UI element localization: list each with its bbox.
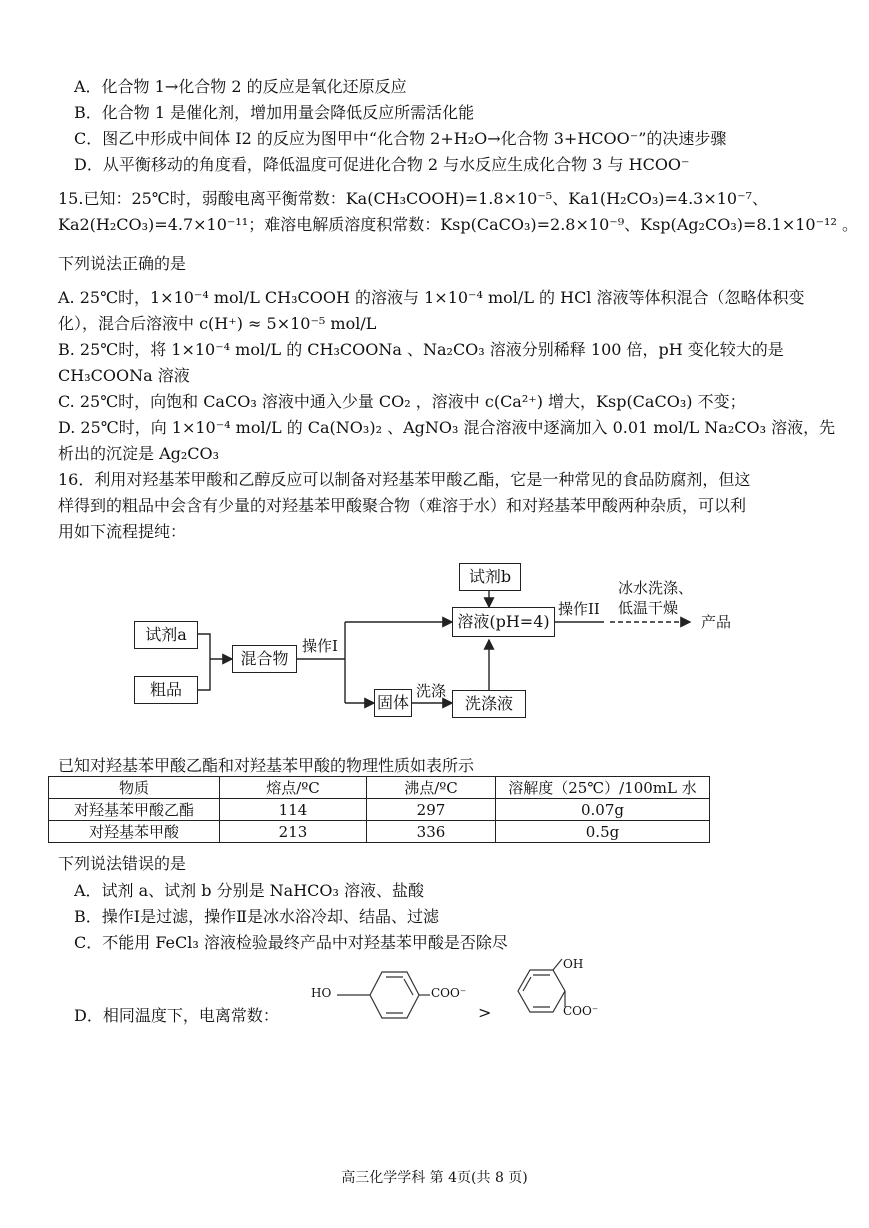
q15-stem-line2: Ka2(H₂CO₃)=4.7×10⁻¹¹；难溶电解质溶度积常数：Ksp(CaCO₃)=2.8×10⁻⁹、Ksp(Ag₂CO₃)=8.1×10⁻¹² 。 (58, 215, 858, 234)
table-header: 物质 (49, 777, 220, 799)
q15-prompt: 下列说法正确的是 (58, 254, 187, 273)
q15-option-d-line1: D. 25℃时，向 1×10⁻⁴ mol/L 的 Ca(NO₃)₂ 、AgNO₃ 混合溶液中逐滴加入 0.01 mol/L Na₂CO₃ 溶液，先 (58, 418, 836, 437)
operation-1-label: 操作I (302, 637, 338, 655)
table-cell: 对羟基苯甲酸 (49, 821, 220, 843)
q16-option-d: D．相同温度下，电离常数： (74, 1006, 279, 1025)
table-cell: 0.5g (496, 821, 710, 843)
condition-dry-label: 低温干燥 (618, 599, 679, 617)
operation-2-label: 操作II (558, 600, 600, 618)
q15-option-b-line1: B. 25℃时，将 1×10⁻⁴ mol/L 的 CH₃COONa 、Na₂CO₃ 溶液分别稀释 100 倍，pH 变化较大的是 (58, 340, 784, 359)
q15-option-b-line2: CH₃COONa 溶液 (58, 366, 190, 385)
q16-stem-line1: 16．利用对羟基苯甲酸和乙醇反应可以制备对羟基苯甲酸乙酯，它是一种常见的食品防腐剂，但这 (58, 470, 751, 489)
q15-option-d-line2: 析出的沉淀是 Ag₂CO₃ (58, 444, 220, 463)
wash-liquid-box: 洗涤液 (452, 690, 526, 718)
table-header: 溶解度（25℃）/100mL 水 (496, 777, 710, 799)
product-label: 产品 (701, 613, 732, 631)
q16-option-b: B．操作Ⅰ是过滤，操作Ⅱ是冰水浴冷却、结晶、过滤 (74, 907, 439, 926)
q16-option-a: A．试剂 a、试剂 b 分别是 NaHCO₃ 溶液、盐酸 (74, 881, 425, 900)
condition-wash-label: 冰水洗涤、 (618, 579, 694, 597)
table-header-row (49, 777, 710, 799)
reagent-a-box: 试剂a (134, 621, 198, 649)
solid-box: 固体 (374, 689, 412, 717)
table-cell: 114 (220, 799, 367, 821)
q15-option-a-line2: 化），混合后溶液中 c(H⁺) ≈ 5×10⁻⁵ mol/L (58, 314, 377, 333)
table-header: 熔点/ºC (220, 777, 367, 799)
table-row (49, 821, 710, 843)
structure2-oh-label: OH (563, 957, 584, 971)
q14-option-d: D．从平衡移动的角度看，降低温度可促进化合物 2 与水反应生成化合物 3 与 HCOO⁻ (74, 155, 690, 174)
table-cell: 213 (220, 821, 367, 843)
q15-option-a-line1: A. 25℃时，1×10⁻⁴ mol/L CH₃COOH 的溶液与 1×10⁻⁴ mol/L 的 HCl 溶液等体积混合（忽略体积变 (58, 288, 805, 307)
structure1-ho-label: HO (311, 986, 332, 1000)
q16-stem-line2: 样得到的粗品中会含有少量的对羟基苯甲酸聚合物（难溶于水）和对羟基苯甲酸两种杂质，可以利 (58, 496, 747, 515)
q14-option-c: C．图乙中形成中间体 I2 的反应为图甲中“化合物 2+H₂O→化合物 3+HCOO⁻”的决速步骤 (74, 129, 727, 148)
q16-stem-line3: 用如下流程提纯： (58, 522, 187, 541)
q15-stem-line1: 15.已知：25℃时，弱酸电离平衡常数：Ka(CH₃COOH)=1.8×10⁻⁵、Ka1(H₂CO₃)=4.3×10⁻⁷、 (58, 189, 768, 208)
salicylate-structure (500, 955, 610, 1030)
table-intro: 已知对羟基苯甲酸乙酯和对羟基苯甲酸的物理性质如表所示 (58, 756, 475, 775)
q14-option-a: A．化合物 1→化合物 2 的反应是氧化还原反应 (74, 77, 407, 96)
q14-option-b: B．化合物 1 是催化剂，增加用量会降低反应所需活化能 (74, 103, 475, 122)
table-cell: 对羟基苯甲酸乙酯 (49, 799, 220, 821)
q15-option-c: C. 25℃时，向饱和 CaCO₃ 溶液中通入少量 CO₂ ，溶液中 c(Ca²⁺) 增大，Ksp(CaCO₃) 不变； (58, 392, 746, 411)
table-cell: 0.07g (496, 799, 710, 821)
table-cell: 297 (367, 799, 496, 821)
properties-table (48, 776, 710, 843)
q16-option-c: C．不能用 FeCl₃ 溶液检验最终产品中对羟基苯甲酸是否除尽 (74, 933, 508, 952)
page-footer: 高三化学学科 第 4页(共 8 页) (341, 1170, 528, 1186)
table-cell: 336 (367, 821, 496, 843)
structure2-coo-label: COO⁻ (563, 1004, 599, 1018)
structure1-coo-label: COO⁻ (431, 986, 467, 1000)
greater-than-sign: > (478, 1003, 492, 1022)
solution-ph4-box: 溶液(pH=4) (452, 607, 555, 637)
mixture-box: 混合物 (232, 645, 297, 673)
reagent-b-box: 试剂b (459, 563, 521, 591)
table-header: 沸点/ºC (367, 777, 496, 799)
q16-prompt: 下列说法错误的是 (58, 854, 187, 873)
table-row (49, 799, 710, 821)
wash-label: 洗涤 (416, 682, 447, 700)
crude-product-box: 粗品 (134, 676, 198, 704)
